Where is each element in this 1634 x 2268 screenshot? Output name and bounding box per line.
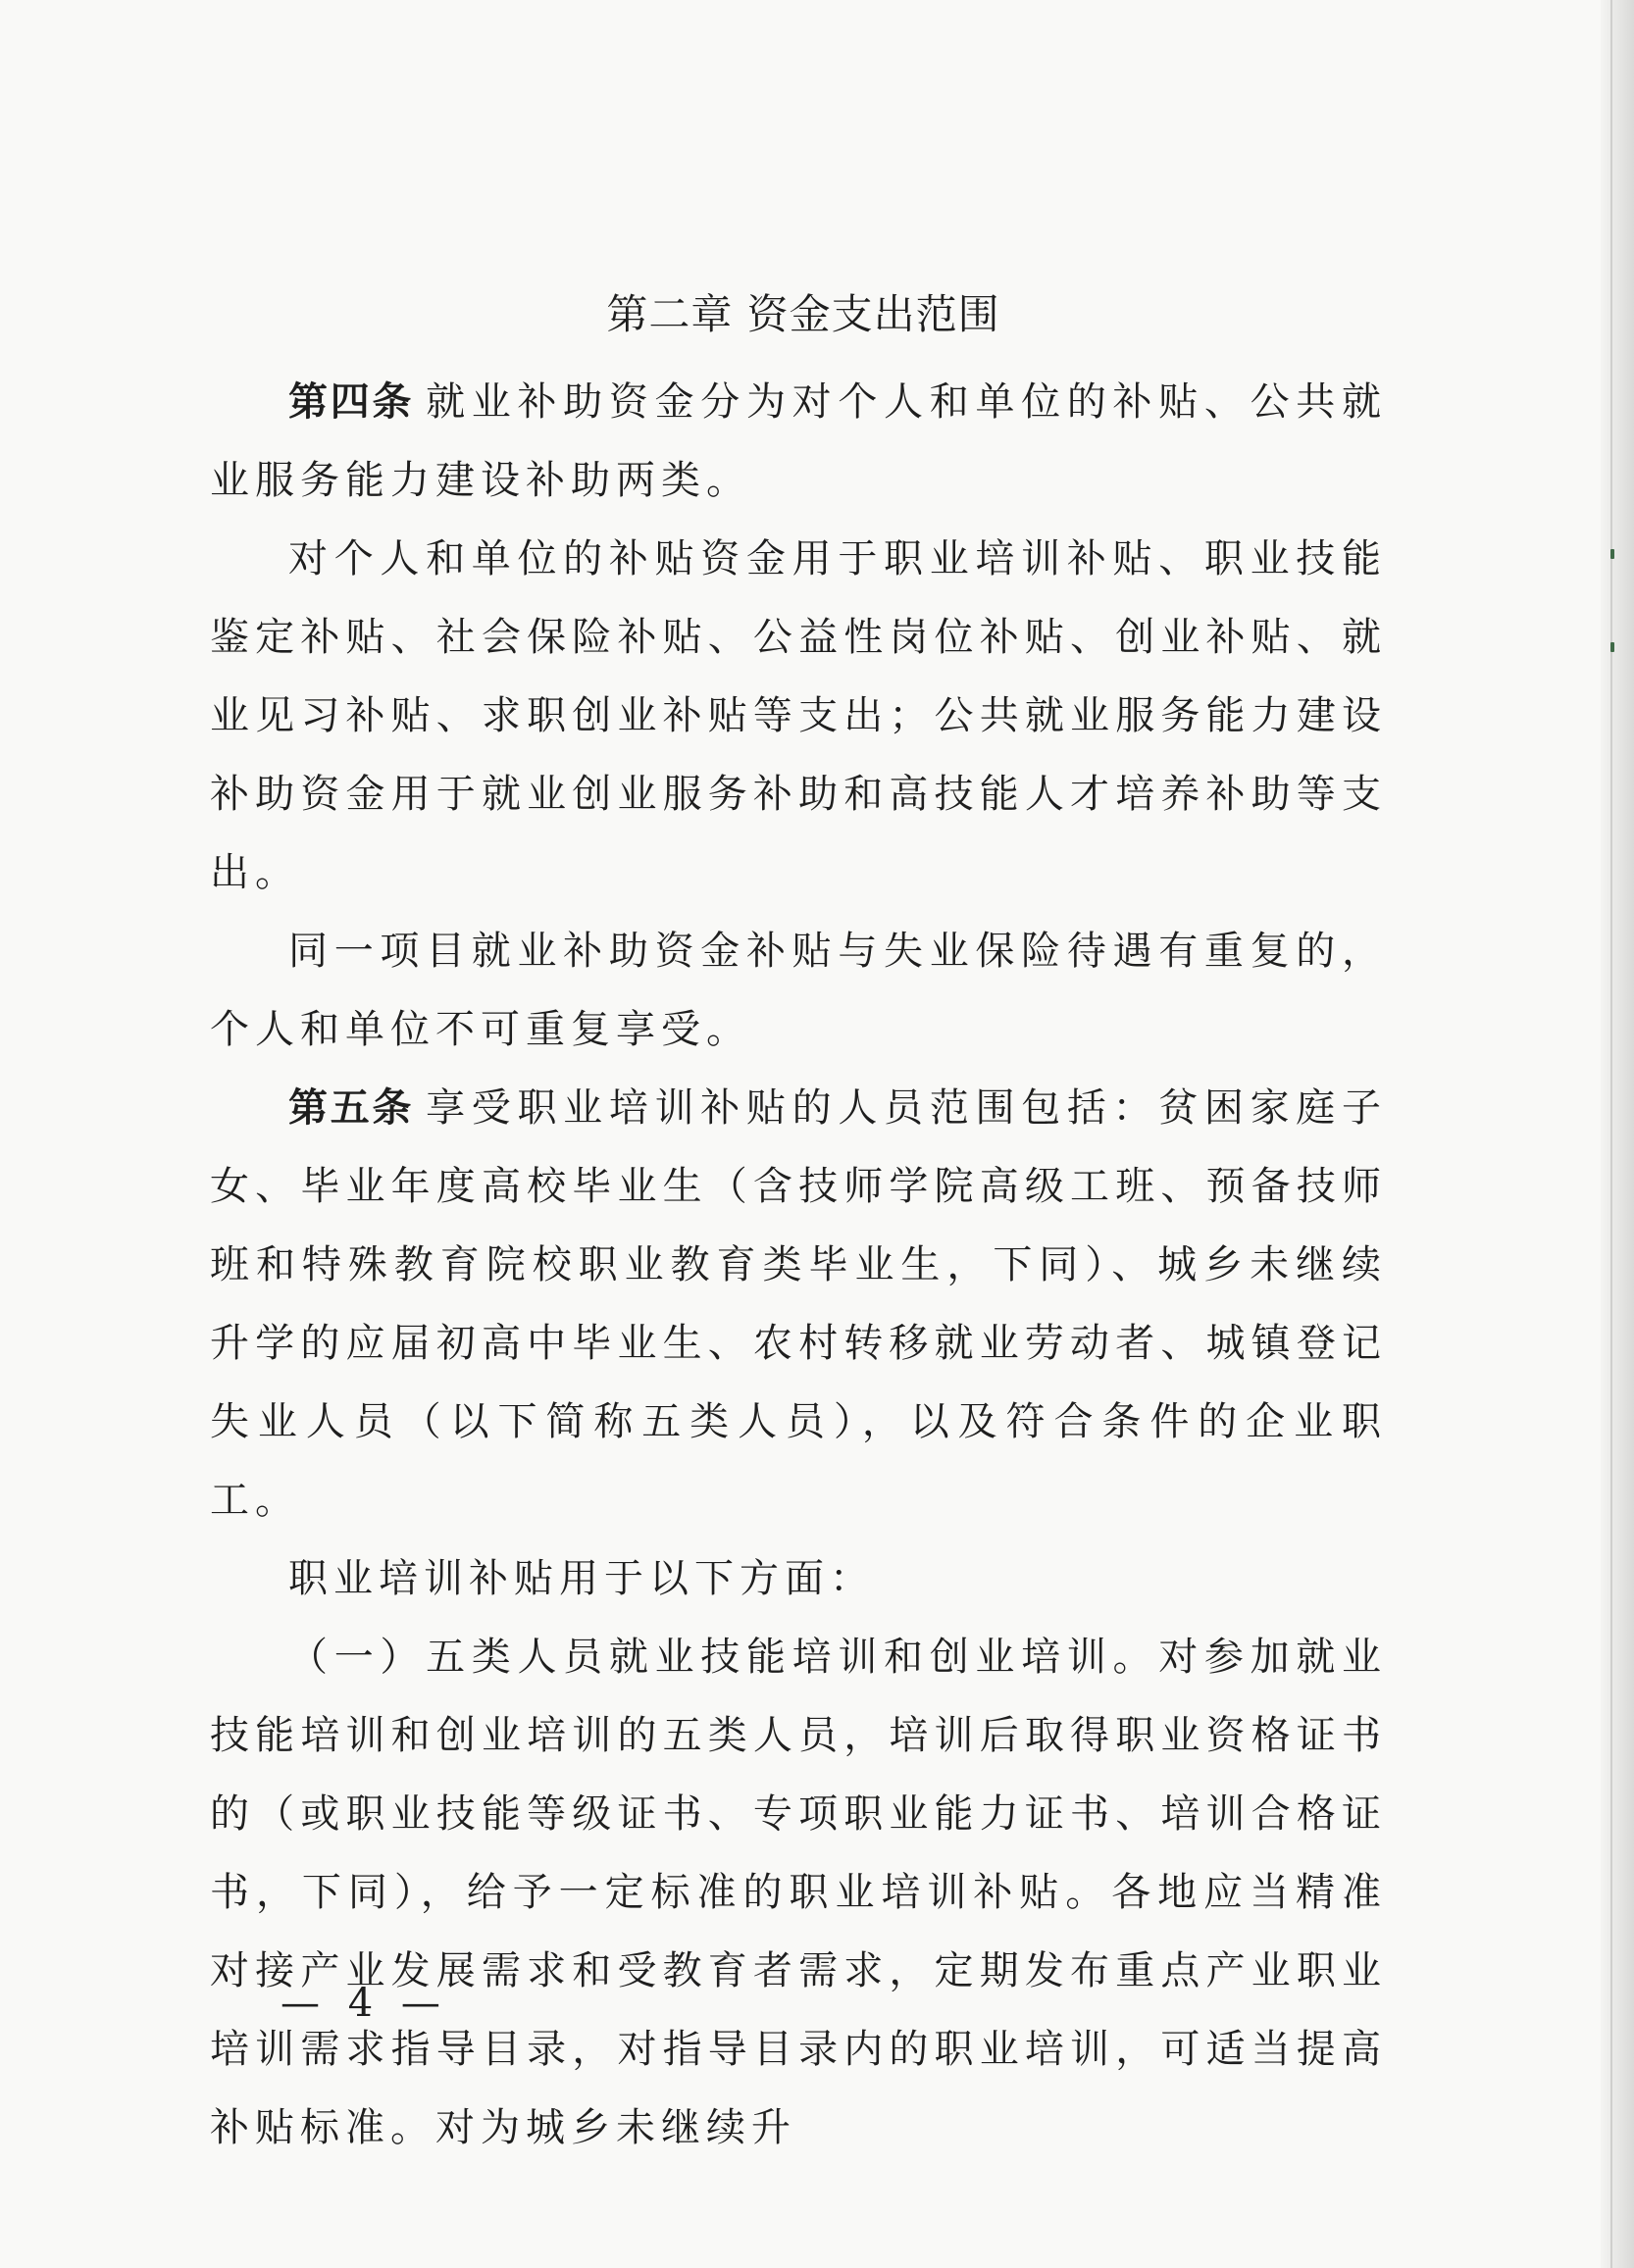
paragraph-text: （一）五类人员就业技能培训和创业培训。对参加就业技能培训和创业培训的五类人员，培训后取得职业资格证书的（或职业技能等级证书、专项职业能力证书、培训合格证书，下同），给予一定标准的职业培训补贴。各地应当精准对接产业发展需求和受教育者需求，定期发布重点产业职业培训需求指导目录，对指导目录内的职业培训，可适当提高补贴标准。对为城乡未继续升 — [210, 1635, 1387, 2150]
paragraph-subsidy-scope — [210, 520, 1387, 912]
scan-edge-line — [1610, 0, 1612, 2268]
paragraph-article-5 — [210, 1069, 1387, 1539]
chapter-heading: 第二章 资金支出范围 — [606, 290, 1000, 338]
paragraph-no-duplicate — [210, 912, 1387, 1069]
edge-mark-2 — [1610, 642, 1614, 652]
paragraph-text: 同一项目就业补助资金补贴与失业保险待遇有重复的，个人和单位不可重复享受。 — [210, 929, 1387, 1052]
paragraph-training-uses — [210, 1539, 1387, 1618]
document-body — [210, 284, 1387, 2167]
paragraph-text: 职业培训补贴用于以下方面： — [288, 1556, 875, 1601]
edge-mark-1 — [1610, 549, 1614, 559]
article-label: 第四条 — [288, 379, 415, 425]
paragraph-text: 就业补助资金分为对个人和单位的补贴、公共就业服务能力建设补助两类。 — [210, 379, 1388, 503]
paragraph-text: 享受职业培训补贴的人员范围包括：贫困家庭子女、毕业年度高校毕业生（含技师学院高级工班、预备技师班和特殊教育院校职业教育类毕业生，下同）、城乡未继续升学的应届初高中毕业生、农村转移就业劳动者、城镇登记失业人员（以下简称五类人员），以及符合条件的企业职工。 — [210, 1085, 1388, 1523]
scan-edge-shadow — [1601, 0, 1634, 2268]
paragraph-item-1 — [210, 1618, 1387, 2167]
page-number: — 4 — — [281, 1981, 448, 2026]
article-label: 第五条 — [288, 1085, 415, 1131]
paragraph-article-4 — [210, 363, 1387, 520]
paragraph-text: 对个人和单位的补贴资金用于职业培训补贴、职业技能鉴定补贴、社会保险补贴、公益性岗位补贴、创业补贴、就业见习补贴、求职创业补贴等支出；公共就业服务能力建设补助资金用于就业创业服务补助和高技能人才培养补助等支出。 — [210, 536, 1387, 895]
